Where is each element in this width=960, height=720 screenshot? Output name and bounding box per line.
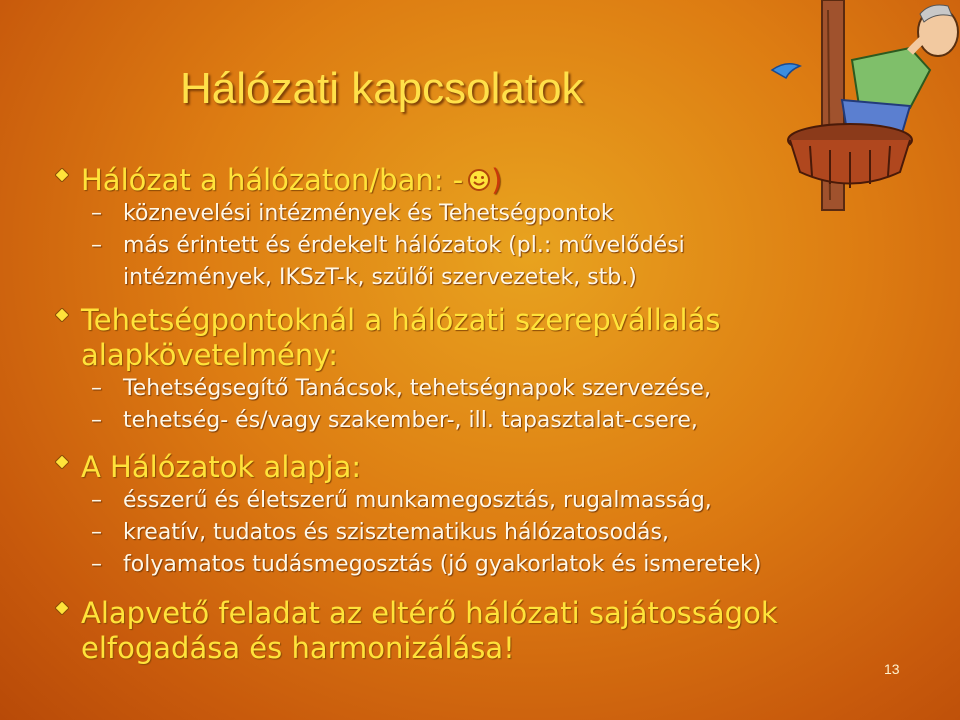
subitem: – Tehetségsegítő Tanácsok, tehetségnapok szervezése,: [91, 376, 711, 401]
bullet-block-1: [55, 163, 935, 294]
bullet-continuation: [55, 631, 935, 666]
subitem-continuation: [55, 262, 935, 294]
bullet-text: Alapvető feladat az eltérő hálózati sajátosságok: [81, 596, 778, 630]
bullet-text: elfogadása és harmonizálása!: [81, 631, 515, 665]
subitem-text: folyamatos tudásmegosztás (jó gyakorlatok és ismeretek): [123, 552, 762, 577]
page-number: 13: [884, 661, 900, 677]
bullet-text: Hálózat a hálózaton/ban: -: [81, 163, 464, 197]
bullet-text: Tehetségpontoknál a hálózati szerepvállalás: [81, 303, 721, 337]
diamond-bullet-icon: [55, 601, 69, 615]
subitem: – más érintett és érdekelt hálózatok (pl.: művelődési: [91, 233, 685, 258]
diamond-bullet-icon: [55, 168, 69, 182]
subitem: – ésszerű és életszerű munkamegosztás, rugalmasság,: [91, 488, 712, 513]
smiley-face-icon: [467, 168, 491, 192]
bullet-text: A Hálózatok alapja:: [81, 450, 362, 484]
slide-title: Hálózati kapcsolatok: [180, 64, 584, 113]
subitem: – tehetség- és/vagy szakember-, ill. tapasztalat-csere,: [91, 408, 698, 433]
subitem-text: köznevelési intézmények és Tehetségpontok: [123, 201, 614, 226]
subitem-text: kreatív, tudatos és szisztematikus hálózatosodás,: [123, 520, 669, 545]
bullet-item: [55, 163, 935, 198]
diamond-bullet-icon: [55, 308, 69, 322]
subitem-text: ésszerű és életszerű munkamegosztás, rugalmasság,: [123, 488, 712, 513]
bullet-block-2: [55, 303, 935, 437]
subitem: – kreatív, tudatos és szisztematikus hálózatosodás,: [91, 520, 669, 545]
subitem-text: intézmények, IKSzT-k, szülői szervezetek, stb.): [123, 265, 637, 290]
subitem-text: tehetség- és/vagy szakember-, ill. tapasztalat-csere,: [123, 408, 698, 433]
bullet-block-3: [55, 450, 935, 581]
bullet-block-4: [55, 596, 935, 666]
bullet-item: [55, 303, 935, 338]
subitem: – folyamatos tudásmegosztás (jó gyakorlatok és ismeretek): [91, 552, 762, 577]
subitem: – köznevelési intézmények és Tehetségpontok: [91, 201, 614, 226]
subitem-text: Tehetségsegítő Tanácsok, tehetségnapok szervezése,: [123, 376, 711, 401]
diamond-bullet-icon: [55, 455, 69, 469]
bullet-item: [55, 450, 935, 485]
bullet-item: [55, 596, 935, 631]
bullet-suffix: ): [491, 163, 503, 197]
bullet-continuation: [55, 338, 935, 373]
subitem-text: más érintett és érdekelt hálózatok (pl.: művelődési: [123, 233, 685, 258]
bullet-text: alapkövetelmény:: [81, 338, 339, 372]
